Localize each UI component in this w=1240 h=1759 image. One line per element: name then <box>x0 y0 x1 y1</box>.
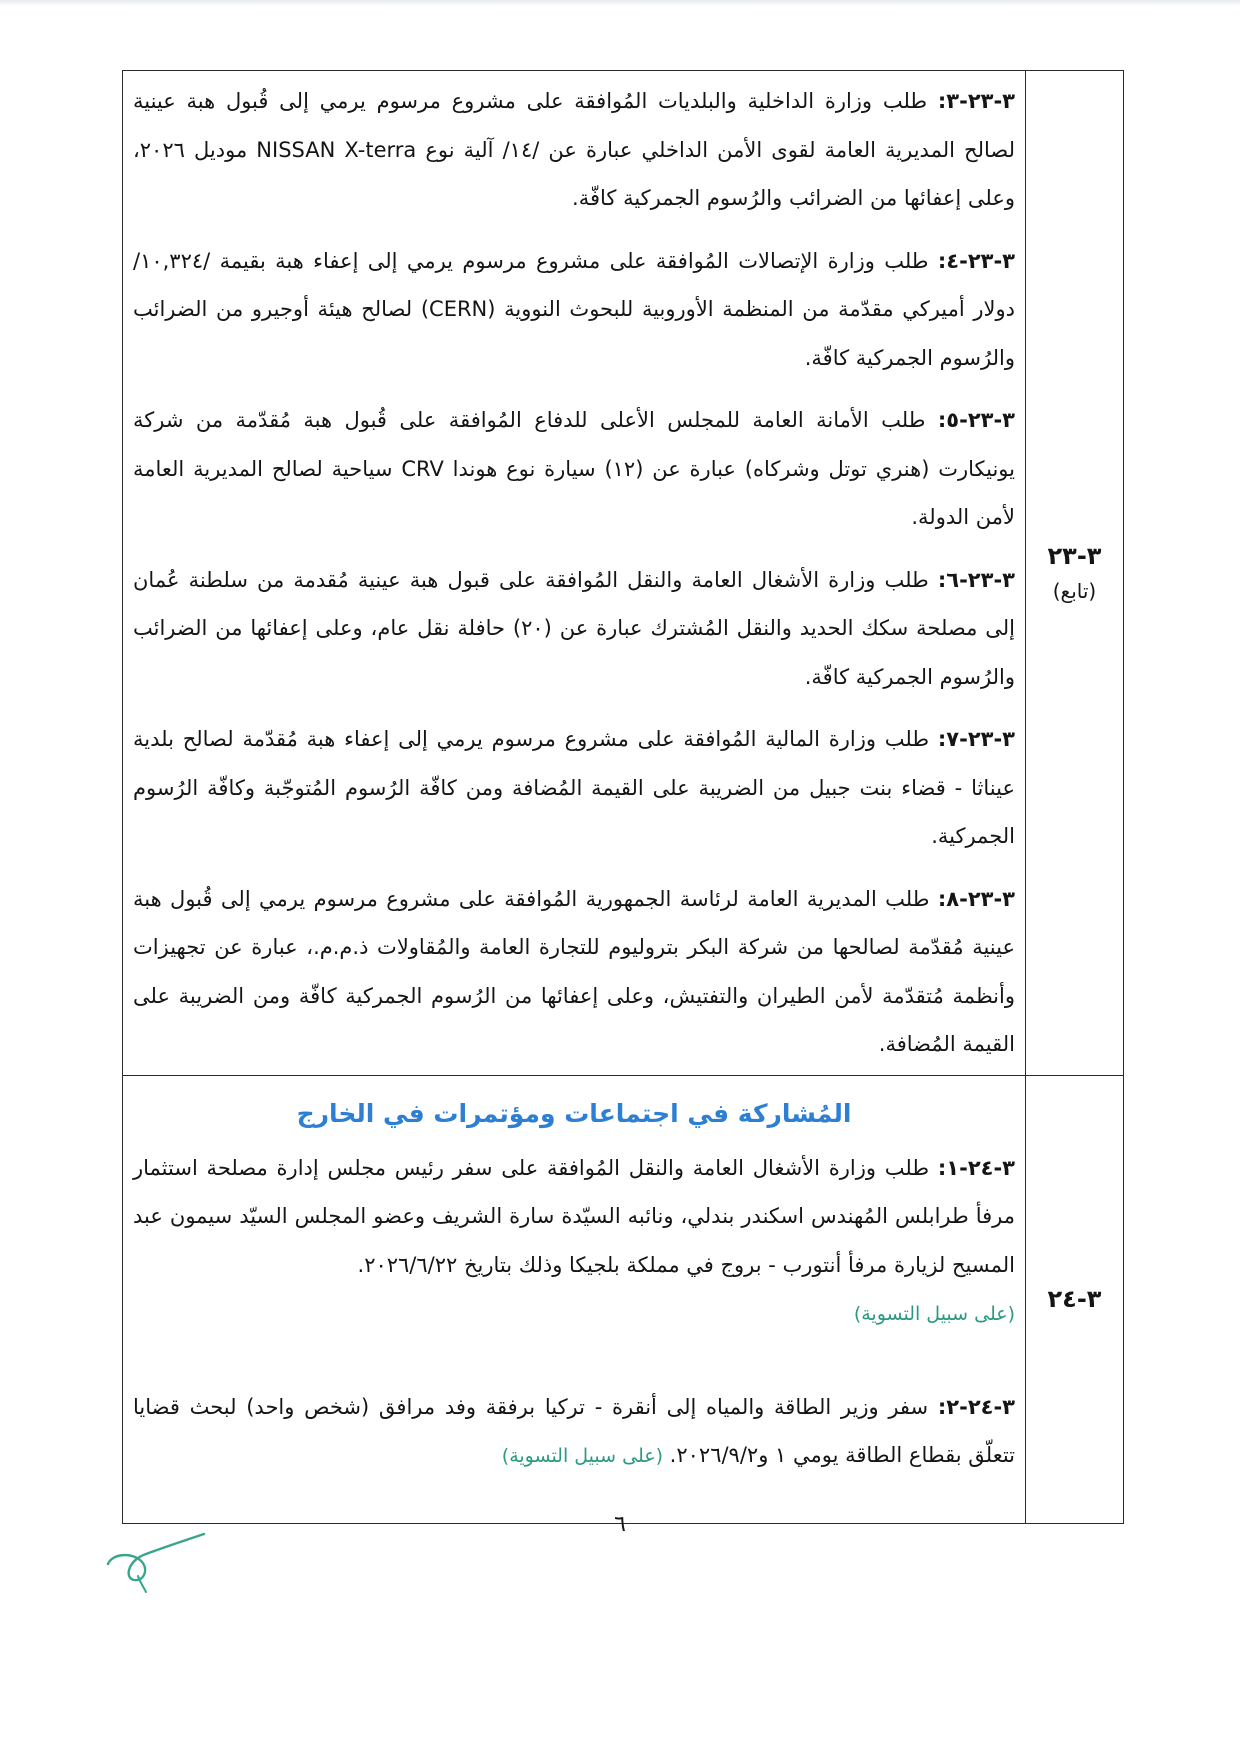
section-23-number-cell <box>1026 71 1124 1076</box>
item-ref: ٣-٢٣-٧: <box>937 727 1015 751</box>
handwritten-signature <box>100 1516 210 1596</box>
page-number: ٦ <box>614 1512 626 1537</box>
item-ref: ٣-٢٣-٤: <box>937 248 1015 273</box>
item-text: طلب المديرية العامة لرئاسة الجمهورية المُوافقة على مشروع مرسوم يرمي إلى قُبول هبة عينية مُقدّمة لصالحها من شركة البكر بتروليوم للتجارة العامة والمُقاولات ذ.م.م.، عبارة عن تجهيزات وأنظمة مُتقدّمة لأمن الطيران والتفتيش، وعلى إعفائها من الرُسوم الجمركية كافّة ومن الضريبة على القيمة المُضافة. <box>133 886 1015 1056</box>
item-ref: ٣-٢٣-٨: <box>937 886 1015 911</box>
item-ref: ٣-٢٣-٦: <box>937 567 1015 592</box>
agenda-table <box>122 70 1124 1524</box>
page-top-edge <box>0 0 1240 6</box>
agenda-item-23-7 <box>133 715 1015 861</box>
item-ref: ٣-٢٤-١: <box>937 1155 1015 1180</box>
section-23-number: ٣-٢٣ <box>1047 541 1102 570</box>
section-24-number: ٣-٢٤ <box>1047 1285 1102 1313</box>
item-text: طلب وزارة الأشغال العامة والنقل المُوافقة على قبول هبة عينية مُقدمة من سلطنة عُمان إلى مصلحة سكك الحديد والنقل المُشترك عبارة عن (٢٠) حافلة نقل عام، وعلى إعفائها من الضرائب والرُسوم الجمركية كافّة. <box>133 567 1015 689</box>
item-text: طلب وزارة الإتصالات المُوافقة على مشروع مرسوم يرمي إلى إعفاء هبة بقيمة /١٠,٣٢٤/ دولار أميركي مقدّمة من المنظمة الأوروبية للبحوث النووية (CERN) لصالح هيئة أوجيرو من الضرائب والرُسوم الجمركية كافّة. <box>133 248 1015 370</box>
agenda-item-23-8 <box>133 875 1015 1069</box>
agenda-item-24-2 <box>133 1383 1015 1481</box>
agenda-item-23-3 <box>133 77 1015 223</box>
agenda-item-23-4 <box>133 237 1015 383</box>
section-24-number-cell <box>1026 1075 1124 1523</box>
section-24-row <box>123 1075 1124 1523</box>
item-ref: ٣-٢٣-٣: <box>937 89 1015 113</box>
item-ref: ٣-٢٤-٢: <box>937 1394 1015 1419</box>
agenda-item-23-6 <box>133 556 1015 702</box>
agenda-item-23-5 <box>133 396 1015 542</box>
section-23-continued-label: (تابع) <box>1052 578 1097 603</box>
item-ref: ٣-٢٣-٥: <box>937 408 1015 432</box>
section-23-content-cell <box>123 71 1026 1076</box>
item-text: طلب الأمانة العامة للمجلس الأعلى للدفاع المُوافقة على قُبول هبة مُقدّمة من شركة يونيكارت (هنري توتل وشركاه) عبارة عن (١٢) سيارة نوع هوندا CRV سياحية لصالح المديرية العامة لأمن الدولة. <box>133 408 1016 529</box>
spacer <box>133 1481 1015 1517</box>
section-23-row <box>123 71 1124 1076</box>
settlement-note: (على سبيل التسوية) <box>853 1303 1015 1325</box>
agenda-item-24-1 <box>133 1144 1015 1339</box>
section-24-content-cell <box>123 1075 1026 1523</box>
section-24-heading: المُشاركة في اجتماعات ومؤتمرات في الخارج <box>296 1098 852 1128</box>
item-text: طلب وزارة الداخلية والبلديات المُوافقة على مشروع مرسوم يرمي إلى قُبول هبة عينية لصالح المديرية العامة لقوى الأمن الداخلي عبارة عن /١٤/ آلية نوع NISSAN X-terra موديل ٢٠٢٦، وعلى إعفائها من الضرائب والرُسوم الجمركية كافّة. <box>133 89 1016 210</box>
item-text: سفر وزير الطاقة والمياه إلى أنقرة - تركيا برفقة وفد مرافق (شخص واحد) لبحث قضايا تتعلّق بقطاع الطاقة يومي ١ و٢٠٢٦/٩/٢. <box>133 1394 1015 1467</box>
item-text: طلب وزارة المالية المُوافقة على مشروع مرسوم يرمي إلى إعفاء هبة مُقدّمة لصالح بلدية عيناثا - قضاء بنت جبيل من الضريبة على القيمة المُضافة ومن كافّة الرُسوم المُتوجّبة وكافّة الرُسوم الجمركية. <box>133 727 1015 848</box>
spacer <box>133 1339 1015 1383</box>
settlement-note: (على سبيل التسوية) <box>501 1445 663 1467</box>
item-text: طلب وزارة الأشغال العامة والنقل المُوافقة على سفر رئيس مجلس إدارة مصلحة استثمار مرفأ طرابلس المُهندس اسكندر بندلي، ونائبه السيّدة سارة الشريف وعضو المجلس السيّد سيمون عبد المسيح لزيارة مرفأ أنتورب - بروج في مملكة بلجيكا وذلك بتاريخ ٢٠٢٦/٦/٢٢. <box>133 1155 1015 1277</box>
